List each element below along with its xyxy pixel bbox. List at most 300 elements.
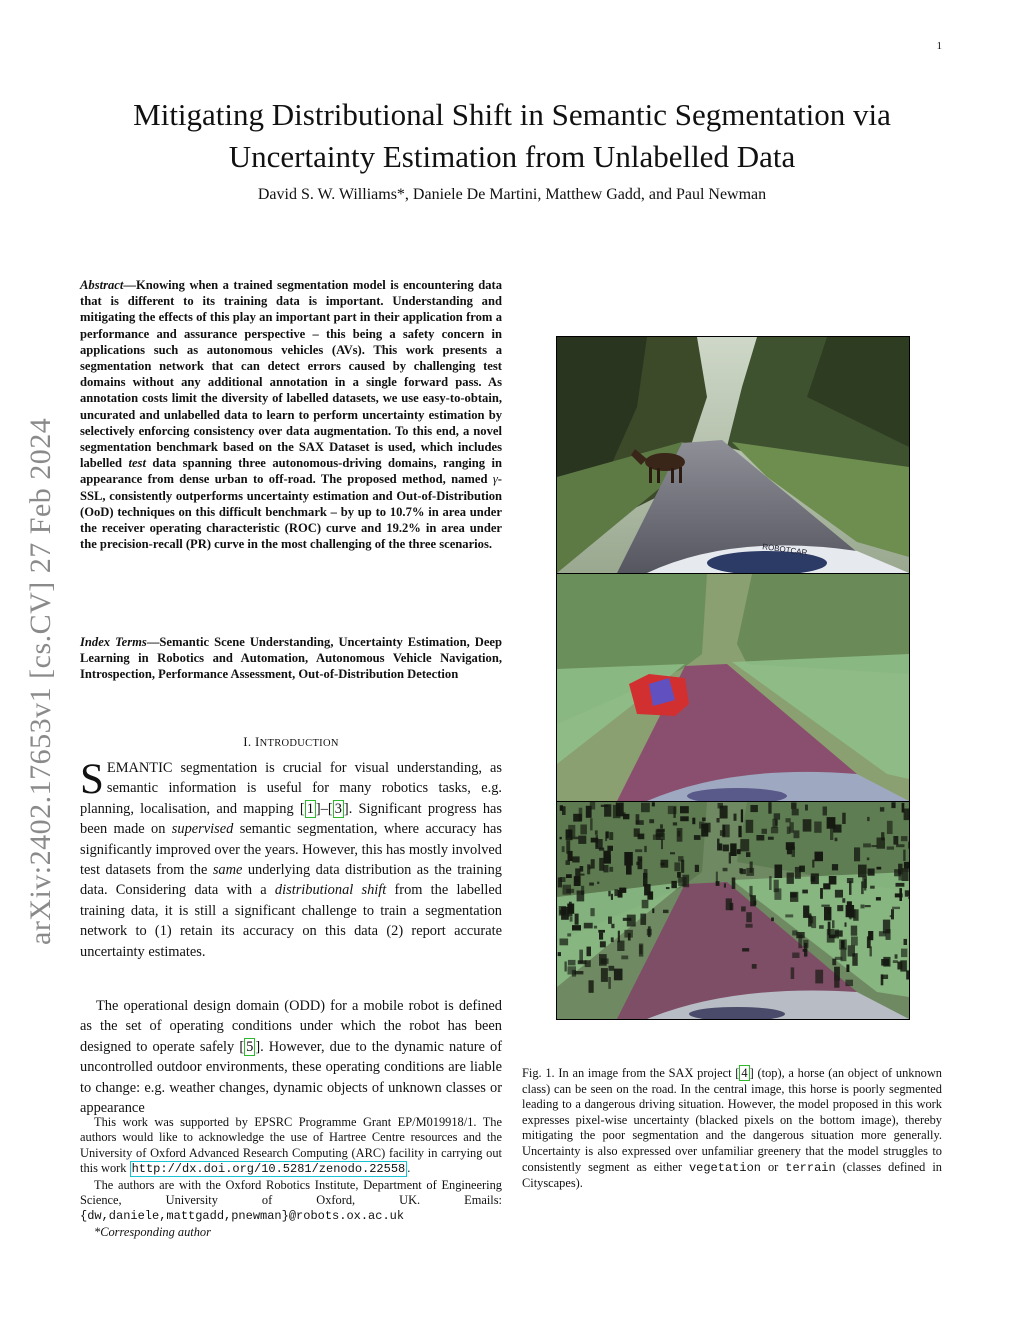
uncertainty-pixel (905, 890, 909, 896)
uncertainty-pixel (613, 805, 621, 818)
uncertainty-pixel (740, 839, 749, 851)
uncertainty-pixel (851, 937, 858, 946)
uncertainty-pixel (904, 862, 909, 869)
uncertainty-pixel (861, 905, 865, 909)
intro-text-3: semantic segmentation, where accuracy has significantly improved over the years. However, this has mostly involved test datasets from the (80, 821, 503, 879)
uncertainty-pixel (624, 930, 633, 938)
uncertainty-pixel (575, 868, 580, 882)
uncertainty-pixel (571, 837, 579, 840)
uncertainty-pixel (814, 822, 821, 833)
citation-link-3[interactable]: 3 (334, 800, 342, 817)
uncertainty-pixel (681, 860, 684, 873)
uncertainty-pixel (867, 817, 870, 821)
uncertainty-pixel (718, 803, 724, 809)
uncertainty-pixel (906, 970, 909, 979)
uncertainty-pixel (701, 824, 708, 837)
car-logo-text: ROBOTCAR (761, 542, 808, 558)
uncertainty-pixel (775, 865, 783, 879)
figure-panel-uncertainty (557, 802, 909, 1019)
uncertainty-pixel (900, 960, 907, 971)
uncertainty-pixel (867, 858, 870, 861)
section-heading-introduction (80, 734, 502, 750)
uncertainty-pixel (849, 881, 852, 895)
intro-text-2: . Significant progress has been made on (80, 800, 503, 838)
uncertainty-pixel (560, 910, 566, 915)
footnote-funding (80, 1115, 502, 1178)
uncertainty-pixel (835, 838, 838, 842)
uncertainty-pixel (581, 874, 585, 876)
uncertainty-pixel (796, 932, 804, 938)
uncertainty-pixel (636, 814, 640, 824)
uncertainty-pixel (887, 846, 894, 849)
uncertainty-pixel (895, 954, 898, 958)
uncertainty-pixel (769, 876, 772, 890)
uncertainty-pixel (847, 878, 853, 883)
citation-link-1[interactable]: 1 (306, 800, 314, 817)
uncertainty-pixel (562, 806, 566, 815)
uncertainty-pixel (827, 909, 830, 914)
uncertainty-pixel (717, 839, 720, 851)
intro2-text-2: . However, due to the dynamic nature of uncontrolled outdoor environments, these operating conditions are liable to change: e.g. weather changes, dynamic objects of unknown classes or appearance (80, 1038, 502, 1117)
uncertainty-pixel (723, 845, 729, 852)
uncertainty-pixel (832, 864, 838, 870)
uncertainty-pixel (828, 922, 831, 936)
uncertainty-pixel (580, 825, 587, 835)
drop-cap: S (80, 756, 104, 803)
uncertainty-pixel (845, 980, 853, 986)
uncertainty-pixel (785, 914, 793, 917)
uncertainty-pixel (887, 821, 893, 834)
uncertainty-pixel (683, 875, 690, 888)
uncertainty-pixel (558, 878, 562, 888)
uncertainty-pixel (740, 869, 746, 874)
index-terms (80, 634, 502, 683)
abstract-test-word: test (128, 456, 146, 471)
uncertainty-pixel (752, 964, 757, 969)
uncertainty-pixel (795, 867, 801, 879)
uncertainty-pixel (868, 869, 875, 876)
uncertainty-pixel (608, 917, 612, 924)
uncertainty-pixel (901, 836, 908, 841)
uncertainty-pixel (661, 839, 663, 849)
uncertainty-pixel (601, 958, 609, 964)
uncertainty-pixel (578, 960, 587, 964)
uncertainty-pixel (567, 933, 571, 936)
uncertainty-pixel (652, 908, 654, 913)
uncertainty-pixel (724, 883, 726, 887)
uncertainty-pixel (578, 836, 586, 844)
uncertainty-pixel (604, 855, 611, 864)
uncertainty-pixel (841, 940, 845, 948)
footnote-affiliation (80, 1178, 502, 1225)
footnote-affiliation-text: The authors are with the Oxford Robotics Institute, Department of Engineering Science, University of Oxford, UK. Emails: (80, 1177, 502, 1208)
uncertainty-pixel (902, 868, 909, 881)
uncertainty-pixel (868, 931, 873, 940)
uncertainty-pixel (623, 814, 629, 819)
caption-terrain: terrain (785, 1160, 836, 1175)
uncertainty-pixel (901, 949, 907, 958)
uncertainty-pixel (566, 874, 572, 878)
uncertainty-pixel (568, 966, 577, 974)
title-line-2: Uncertainty Estimation from Unlabelled Data (228, 139, 796, 174)
uncertainty-pixel (864, 879, 866, 891)
uncertainty-pixel (643, 873, 648, 886)
uncertainty-pixel (815, 970, 823, 984)
uncertainty-pixel (677, 831, 680, 837)
uncertainty-pixel (726, 898, 732, 910)
uncertainty-pixel (608, 891, 610, 896)
uncertainty-pixel (805, 805, 808, 811)
uncertainty-pixel (671, 881, 677, 888)
uncertainty-pixel (621, 956, 628, 960)
uncertainty-pixel (611, 924, 614, 928)
uncertainty-pixel (792, 953, 799, 959)
uncertainty-pixel (834, 980, 839, 987)
uncertainty-pixel (870, 946, 872, 956)
uncertainty-pixel (789, 822, 793, 833)
index-terms-text: —Semantic Scene Understanding, Uncertainty Estimation, Deep Learning in Robotics and Automation, Autonomous Vehicle Navigation, Introspection, Performance Assessment, Out-of-Distribution Detection (80, 635, 502, 682)
intro-same: same (212, 862, 243, 879)
uncertainty-pixel (609, 966, 615, 971)
uncertainty-pixel (898, 864, 902, 875)
uncertainty-pixel (568, 960, 576, 966)
abstract-text-2: data spanning three autonomous-driving domains, ranging in appearance from dense urban to off-road. The proposed method, named (80, 456, 503, 487)
uncertainty-pixel (609, 867, 613, 872)
uncertainty-pixel (734, 814, 737, 821)
uncertainty-pixel (640, 914, 646, 925)
uncertainty-pixel (863, 843, 871, 847)
citation-link-4[interactable]: 4 (741, 1066, 748, 1080)
caption-or: or (767, 1159, 779, 1174)
uncertainty-pixel (802, 890, 808, 894)
intro-paragraph-2: The operational design domain (ODD) for a mobile robot is defined as the set of operating conditions under which the robot has been designed to operate safely [ 5 ]. However, due to the dynamic nature of uncontrolled outdoor environments, these operating conditions are liable to change: e.g. weather changes, dynamic objects of unknown classes or appearance (80, 998, 502, 1117)
uncertainty-pixel (835, 890, 843, 898)
uncertainty-pixel (768, 837, 774, 840)
uncertainty-pixel (565, 962, 567, 972)
uncertainty-pixel (587, 947, 592, 957)
uncertainty-pixel (821, 905, 829, 907)
uncertainty-pixel (737, 849, 741, 854)
uncertainty-pixel (600, 941, 606, 947)
uncertainty-pixel (880, 807, 884, 811)
uncertainty-pixel (618, 894, 622, 897)
uncertainty-pixel (639, 859, 642, 862)
uncertainty-pixel (609, 832, 613, 840)
uncertainty-pixel (842, 898, 845, 903)
uncertainty-pixel (823, 807, 827, 816)
uncertainty-pixel (635, 849, 642, 852)
uncertainty-pixel (898, 873, 901, 880)
uncertainty-pixel (815, 852, 824, 862)
footnote-period: . (407, 1161, 411, 1176)
uncertainty-pixel (558, 952, 561, 956)
caption-text-3: (classes defined in Cityscapes). (522, 1159, 942, 1191)
uncertainty-pixel (634, 828, 640, 836)
uncertainty-pixel (876, 897, 881, 900)
uncertainty-pixel (606, 831, 609, 838)
uncertainty-pixel (641, 803, 650, 813)
uncertainty-pixel (881, 975, 888, 979)
uncertainty-pixel (573, 814, 582, 822)
uncertainty-pixel (812, 860, 814, 868)
uncertainty-pixel (603, 865, 608, 872)
uncertainty-pixel (695, 865, 699, 872)
caption-vegetation: vegetation (688, 1160, 761, 1175)
uncertainty-pixel (618, 931, 620, 943)
uncertainty-pixel (597, 882, 599, 884)
uncertainty-pixel (908, 842, 909, 849)
uncertainty-pixel (791, 967, 795, 979)
paper-title (80, 94, 944, 178)
uncertainty-pixel (771, 827, 778, 833)
page-number: 1 (936, 40, 942, 52)
uncertainty-pixel (639, 945, 642, 954)
uncertainty-pixel (837, 905, 843, 911)
uncertainty-pixel (809, 913, 811, 918)
author-list: David S. W. Williams*, Daniele De Martini, Matthew Gadd, and Paul Newman (257, 186, 767, 203)
abstract-label: Abstract (80, 278, 124, 292)
uncertainty-pixel (568, 851, 573, 861)
uncertainty-pixel (846, 965, 849, 973)
uncertainty-pixel (774, 888, 781, 900)
abstract-text-3: -SSL, consistently outperforms uncertainty estimation and Out-of-Distribution (OoD) techniques on this difficult benchmark – by up to 10.7% in area under the receiver operating characteristic (ROC) curve and 19.2% in area under the precision-recall (PR) curve in the most challenging of the three scenarios. (80, 472, 502, 552)
uncertainty-pixel (694, 835, 701, 840)
uncertainty-pixel (589, 980, 594, 993)
uncertainty-pixel (908, 897, 909, 899)
uncertainty-pixel (754, 901, 757, 905)
uncertainty-pixel (833, 825, 841, 833)
uncertainty-pixel (820, 888, 823, 899)
uncertainty-pixel (811, 916, 816, 928)
uncertainty-pixel (803, 819, 812, 831)
uncertainty-pixel (896, 883, 905, 887)
corresponding-author-note: *Corresponding author (94, 1224, 211, 1239)
uncertainty-pixel (591, 838, 599, 843)
arxiv-stamp: arXiv:2402.17653v1 [cs.CV] 27 Feb 2024 (24, 417, 57, 945)
intro-supervised: supervised (171, 821, 234, 838)
uncertainty-pixel (842, 813, 846, 824)
uncertainty-pixel (607, 846, 613, 851)
uncertainty-pixel (624, 852, 633, 866)
uncertainty-pixel (851, 926, 857, 936)
uncertainty-pixel (729, 852, 731, 863)
uncertainty-pixel (896, 844, 904, 847)
uncertainty-pixel (768, 802, 771, 814)
uncertainty-pixel (692, 818, 695, 825)
uncertainty-pixel (661, 860, 669, 868)
uncertainty-pixel (790, 893, 796, 898)
uncertainty-pixel (595, 830, 598, 834)
intro2-text-1: The operational design domain (ODD) for a mobile robot is defined as the set of operating conditions under which the robot has been designed to operate safely (80, 998, 502, 1055)
uncertainty-pixel (746, 868, 754, 876)
intro-distributional-shift: distributional shift (274, 882, 387, 899)
uncertainty-pixel (746, 924, 753, 928)
uncertainty-pixel (792, 930, 797, 935)
index-terms-label: Index Terms (80, 635, 147, 649)
uncertainty-pixel (587, 864, 590, 874)
uncertainty-pixel (569, 902, 572, 911)
uncertainty-pixel (577, 891, 585, 902)
zenodo-link[interactable]: http://dx.doi.org/10.5281/zenodo.22558 (131, 1162, 406, 1177)
intro-paragraph-1: SEMANTIC segmentation is crucial for visual understanding, as semantic information is useful for many robotics tasks, e.g. planning, localisation, and mapping [ 1 ]–[ 3 ]. Significant progress has been made on supervised semantic segmentation, where accuracy has significantly improved over the years. However, this has mostly involved test datasets from the same underlying data distribution as the training data. Considering data with a distributional shift from the labelled training data, it is still a significant challenge to train a segmentation network to (1) retain its accuracy on this data (2) report accurate uncertainty estimates. (80, 756, 503, 960)
uncertainty-pixel (560, 837, 562, 839)
uncertainty-pixel (854, 847, 860, 861)
uncertainty-pixel (566, 889, 574, 893)
uncertainty-pixel (670, 852, 675, 854)
footnote-funding-text: This work was supported by EPSRC Programme Grant EP/M019918/1. The authors would like to acknowledge the use of Hartree Centre resources and the University of Oxford Advanced Research Computing (ARC) facility in carrying out this work (80, 1115, 502, 1176)
section-numeral: I. I (243, 734, 260, 749)
uncertainty-pixel (644, 846, 646, 852)
intro-text-4: underlying data distribution as the training data. Considering data with a (80, 862, 502, 899)
caption-text-2: (top), a horse (an object of unknown class) can be seen on the road. In the central image, this horse is poorly segmented leading to a dangerous driving situation. However, the model proposed in this work expresses pixel-wise uncertainty (blacked pixels on the bottom image), thereby mitigating the poor segmentation and the dangerous situation more generally. Uncertainty is also expressed over unfamiliar greenery that the model struggles to consistently segment as either (522, 1066, 942, 1174)
uncertainty-pixel (892, 907, 900, 909)
uncertainty-pixel (560, 939, 569, 946)
uncertainty-pixel (899, 888, 902, 901)
uncertainty-pixel (786, 818, 791, 822)
uncertainty-pixel (678, 856, 683, 862)
uncertainty-pixel (811, 876, 816, 881)
figure-caption: Fig. 1. In an image from the SAX project [ 4 ] (top), a horse (an object of unknown class) can be seen on the road. In the central image, this horse is poorly segmented leading to a dangerous driving situation. However, the model proposed in this work expresses pixel-wise uncertainty (blacked pixels on the bottom image), thereby mitigating the poor segmentation and the dangerous situation more generally. Uncertainty is also expressed over unfamiliar greenery that the model struggles to consistently segment as either vegetation or terrain (classes defined in Cityscapes). (522, 1066, 942, 1191)
intro-smallcaps: EMANTIC (106, 760, 173, 776)
uncertainty-pixel (746, 820, 754, 833)
uncertainty-pixel (611, 894, 613, 900)
uncertainty-pixel (893, 836, 898, 845)
uncertainty-pixel (716, 872, 718, 886)
uncertainty-pixel (832, 920, 835, 928)
figure-1 (556, 336, 910, 1020)
uncertainty-pixel (787, 846, 792, 854)
uncertainty-pixel (832, 959, 836, 966)
uncertainty-pixel (649, 819, 654, 823)
uncertainty-pixel (791, 803, 796, 809)
citation-link-5[interactable]: 5 (246, 1038, 254, 1055)
uncertainty-pixel (792, 846, 795, 857)
uncertainty-pixel (891, 802, 895, 808)
uncertainty-pixel (772, 819, 777, 828)
uncertainty-pixel (903, 850, 905, 861)
uncertainty-pixel (738, 826, 741, 838)
uncertainty-pixel (830, 829, 833, 840)
uncertainty-pixel (591, 859, 595, 868)
uncertainty-pixel (647, 929, 652, 936)
uncertainty-pixel (663, 910, 669, 913)
uncertainty-pixel (891, 909, 894, 919)
uncertainty-pixel (674, 862, 680, 871)
uncertainty-pixel (787, 873, 794, 884)
uncertainty-pixel (570, 917, 573, 922)
uncertainty-pixel (756, 835, 764, 841)
uncertainty-pixel (834, 967, 840, 981)
uncertainty-pixel (677, 872, 681, 878)
uncertainty-pixel (853, 909, 858, 921)
uncertainty-pixel (881, 959, 889, 966)
uncertainty-pixel (666, 887, 670, 889)
uncertainty-pixel (792, 809, 799, 816)
uncertainty-pixel (723, 825, 725, 837)
uncertainty-pixel (614, 969, 623, 981)
uncertainty-pixel (594, 926, 597, 929)
intro-text-5: from the labelled training data, it is still a significant challenge to train a segmentation network to (1) retain its accuracy on this data (2) report accurate uncertainty estimates. (80, 882, 502, 960)
uncertainty-pixel (673, 807, 675, 818)
uncertainty-pixel (730, 843, 736, 856)
uncertainty-pixel (794, 830, 800, 838)
uncertainty-pixel (835, 930, 843, 936)
uncertainty-pixel (575, 914, 579, 925)
uncertainty-pixel (847, 901, 852, 915)
uncertainty-pixel (680, 806, 689, 813)
uncertainty-pixel (590, 802, 595, 810)
uncertainty-pixel (680, 816, 689, 821)
uncertainty-pixel (746, 912, 752, 922)
uncertainty-pixel (771, 918, 774, 922)
uncertainty-pixel (590, 908, 594, 916)
section-title-rest: NTRODUCTION (259, 738, 339, 749)
caption-text-1: Fig. 1. In an image from the SAX project (522, 1066, 732, 1080)
uncertainty-pixel (598, 930, 605, 933)
uncertainty-pixel (804, 943, 807, 957)
uncertainty-pixel (562, 846, 565, 852)
footnote (80, 1115, 502, 1240)
figure-panel-rgb (557, 337, 909, 573)
uncertainty-pixel (904, 939, 908, 945)
uncertainty-pixel (608, 977, 611, 989)
citation-dash: – (320, 800, 328, 817)
abstract-text: —Knowing when a trained segmentation model is encountering data that is different to its training data is important. Understanding and mitigating the effects of this play an important part in their application from a performance and assurance perspective – this being a safety concern in applications such as autonomous vehicles (AVs). This work presents a segmentation network that can detect errors caused by challenging test domains without any additional annotation in a single forward pass. As annotation costs limit the diversity of labelled datasets, we use easy-to-obtain, uncurated and unlabelled data to learn to perform uncertainty estimation by selectively enforcing consistency over data augmentation. To this end, a novel segmentation benchmark based on the SAX Dataset is used, which includes labelled (80, 278, 502, 471)
uncertainty-pixel (599, 933, 603, 940)
uncertainty-pixel (890, 915, 892, 917)
uncertainty-pixel (601, 805, 609, 807)
uncertainty-pixel (741, 809, 743, 822)
uncertainty-pixel (723, 868, 728, 872)
title-line-1: Mitigating Distributional Shift in Semantic Segmentation via (133, 97, 891, 132)
uncertainty-pixel (877, 867, 882, 870)
uncertainty-pixel (572, 856, 579, 862)
uncertainty-pixel (893, 960, 898, 963)
uncertainty-pixel (852, 953, 857, 966)
uncertainty-pixel (611, 937, 614, 942)
uncertainty-pixel (627, 915, 636, 927)
uncertainty-pixel (762, 829, 768, 834)
uncertainty-pixel (636, 862, 639, 865)
uncertainty-pixel (742, 948, 749, 951)
abstract (80, 277, 502, 552)
gamma-symbol: γ (492, 472, 498, 487)
uncertainty-pixel (746, 852, 750, 857)
author-emails: {dw,daniele,mattgadd,pnewman}@robots.ox.ac.uk (80, 1209, 405, 1224)
uncertainty-pixel (741, 906, 746, 911)
uncertainty-pixel (642, 900, 649, 909)
uncertainty-pixel (717, 818, 720, 823)
uncertainty-pixel (858, 865, 867, 878)
uncertainty-pixel (589, 883, 594, 886)
uncertainty-pixel (673, 822, 677, 825)
uncertainty-pixel (702, 818, 706, 822)
uncertainty-pixel (590, 818, 593, 830)
uncertainty-pixel (572, 925, 581, 930)
uncertainty-pixel (652, 802, 655, 806)
uncertainty-pixel (732, 878, 736, 889)
uncertainty-pixel (829, 876, 837, 885)
uncertainty-pixel (584, 923, 593, 929)
intro-text-1: segmentation is crucial for visual understanding, as semantic information is useful for many robotics tasks, e.g. planning, localisation, and mapping (80, 760, 502, 817)
uncertainty-pixel (904, 809, 909, 821)
figure-panel-segmentation (557, 574, 909, 801)
uncertainty-pixel (819, 925, 824, 929)
uncertainty-pixel (774, 813, 780, 819)
uncertainty-pixel (803, 906, 809, 918)
uncertainty-pixel (870, 886, 875, 889)
uncertainty-pixel (657, 829, 665, 832)
